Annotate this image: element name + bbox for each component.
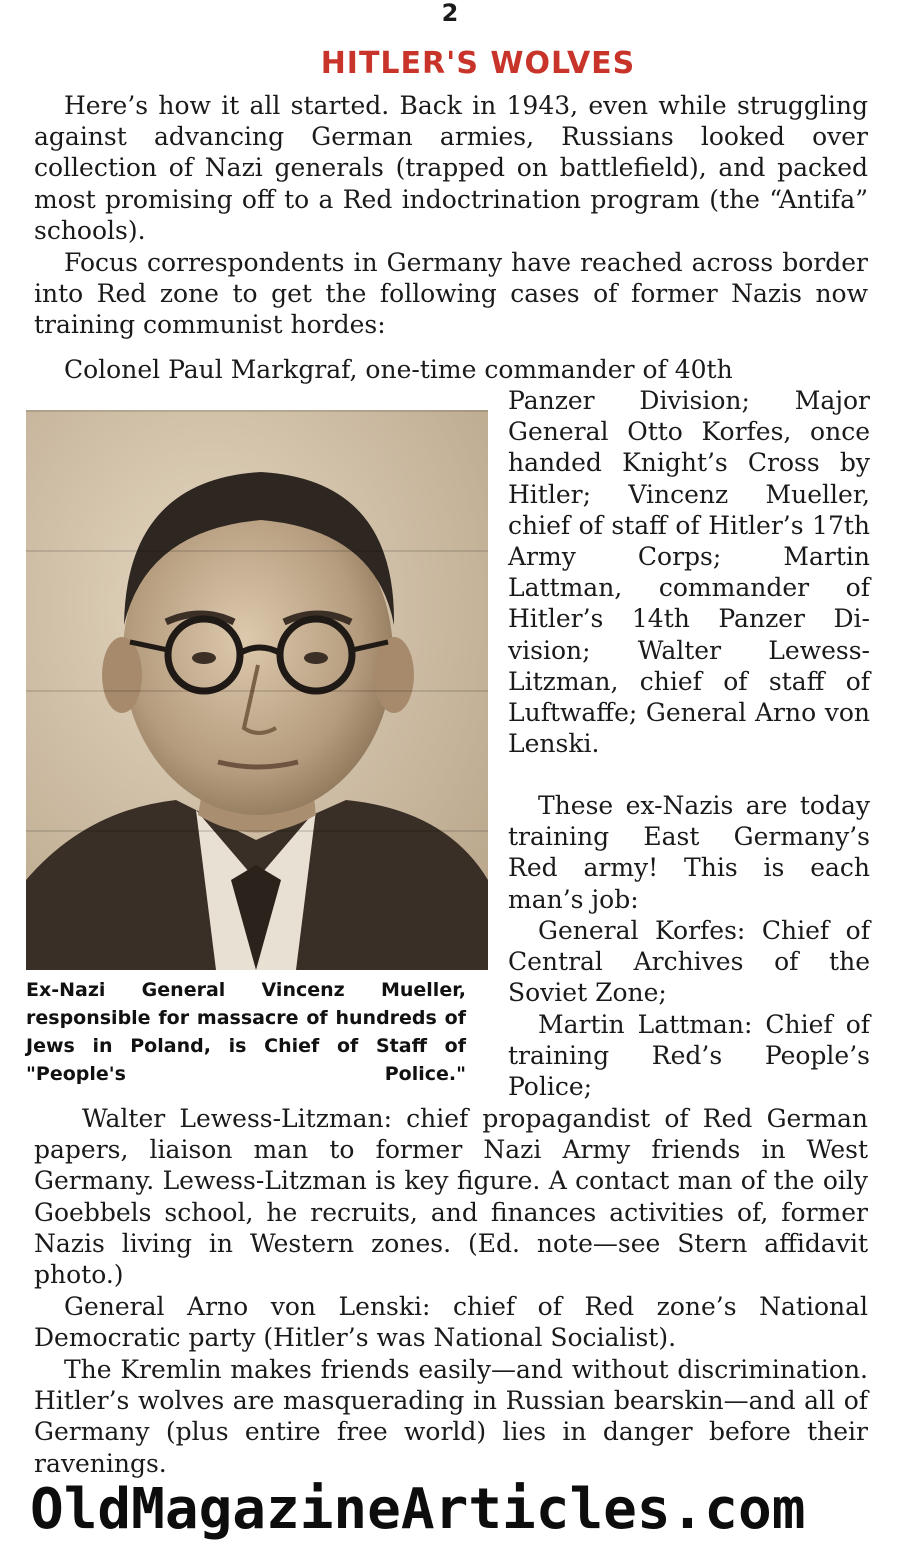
paragraph-intro: Here’s how it all started. Back in 1943, even while struggling against advancing German armies, Russians looked over collection of Nazi generals (trapped on battlefield), and packed most promising off to a Red indoctrination program (the “Antifa” schools).: [34, 91, 868, 245]
photo-caption: Ex-Nazi General Vincenz Mueller, responsible for massacre of hundreds of Jews in Poland, is Chief of Staff of "People's Police.": [26, 979, 466, 1085]
page-number: 2: [441, 0, 459, 27]
paragraph-list-lead: Colonel Paul Markgraf, one-time commander of 40th: [64, 355, 733, 384]
paragraph-list-continued: Panzer Division; Major General Otto Korfes, once handed Knight’s Cross by Hitler; Vincenz Mueller, chief of staff of Hitler’s 17th Army Corps; Martin Lattman, commander of Hitler’s 14th Panzer Division; Walter Lewess-Litzman, chief of staff of Luftwaffe; General Arno von Lenski.: [508, 386, 870, 759]
footer-site-name: OldMagazineArticles.com: [30, 1477, 806, 1542]
paragraph-lenski: General Arno von Lenski: chief of Red zone’s National Democratic party (Hitler’s was National Socialist).: [34, 1292, 868, 1353]
paragraph-lattman: Martin Lattman: Chief of training Red’s People’s Police;: [508, 1010, 870, 1102]
paragraph-lewess-litzman: Walter Lewess-Litzman: chief propagandist of Red German papers, liaison man to former Nazi Army friends in West Germany. Lewess-Litzman is key figure. A contact man of the oily Goebbels school, he recruits, and finances activities of, former Nazis living in Western zones. (Ed. note—see Stern affidavit photo.): [34, 1104, 868, 1290]
portrait-image: [26, 410, 488, 970]
paragraph-ex-nazis: These ex-Nazis are today training East Germany’s Red army! This is each man’s job:: [508, 791, 870, 914]
paragraph-kremlin: The Kremlin makes friends easily—and without discrimination. Hitler’s wolves are masquerading in Russian bearskin—and all of Germany (plus entire free world) lies in danger before their ravenings.: [34, 1355, 868, 1478]
paragraph-correspondents: Focus correspondents in Germany have reached across border into Red zone to get the following cases of former Nazis now training communist hordes:: [34, 248, 868, 340]
portrait-photo: [26, 410, 488, 970]
headline: HITLER'S WOLVES: [320, 46, 636, 81]
paragraph-korfes: General Korfes: Chief of Central Archives of the Soviet Zone;: [508, 916, 870, 1008]
